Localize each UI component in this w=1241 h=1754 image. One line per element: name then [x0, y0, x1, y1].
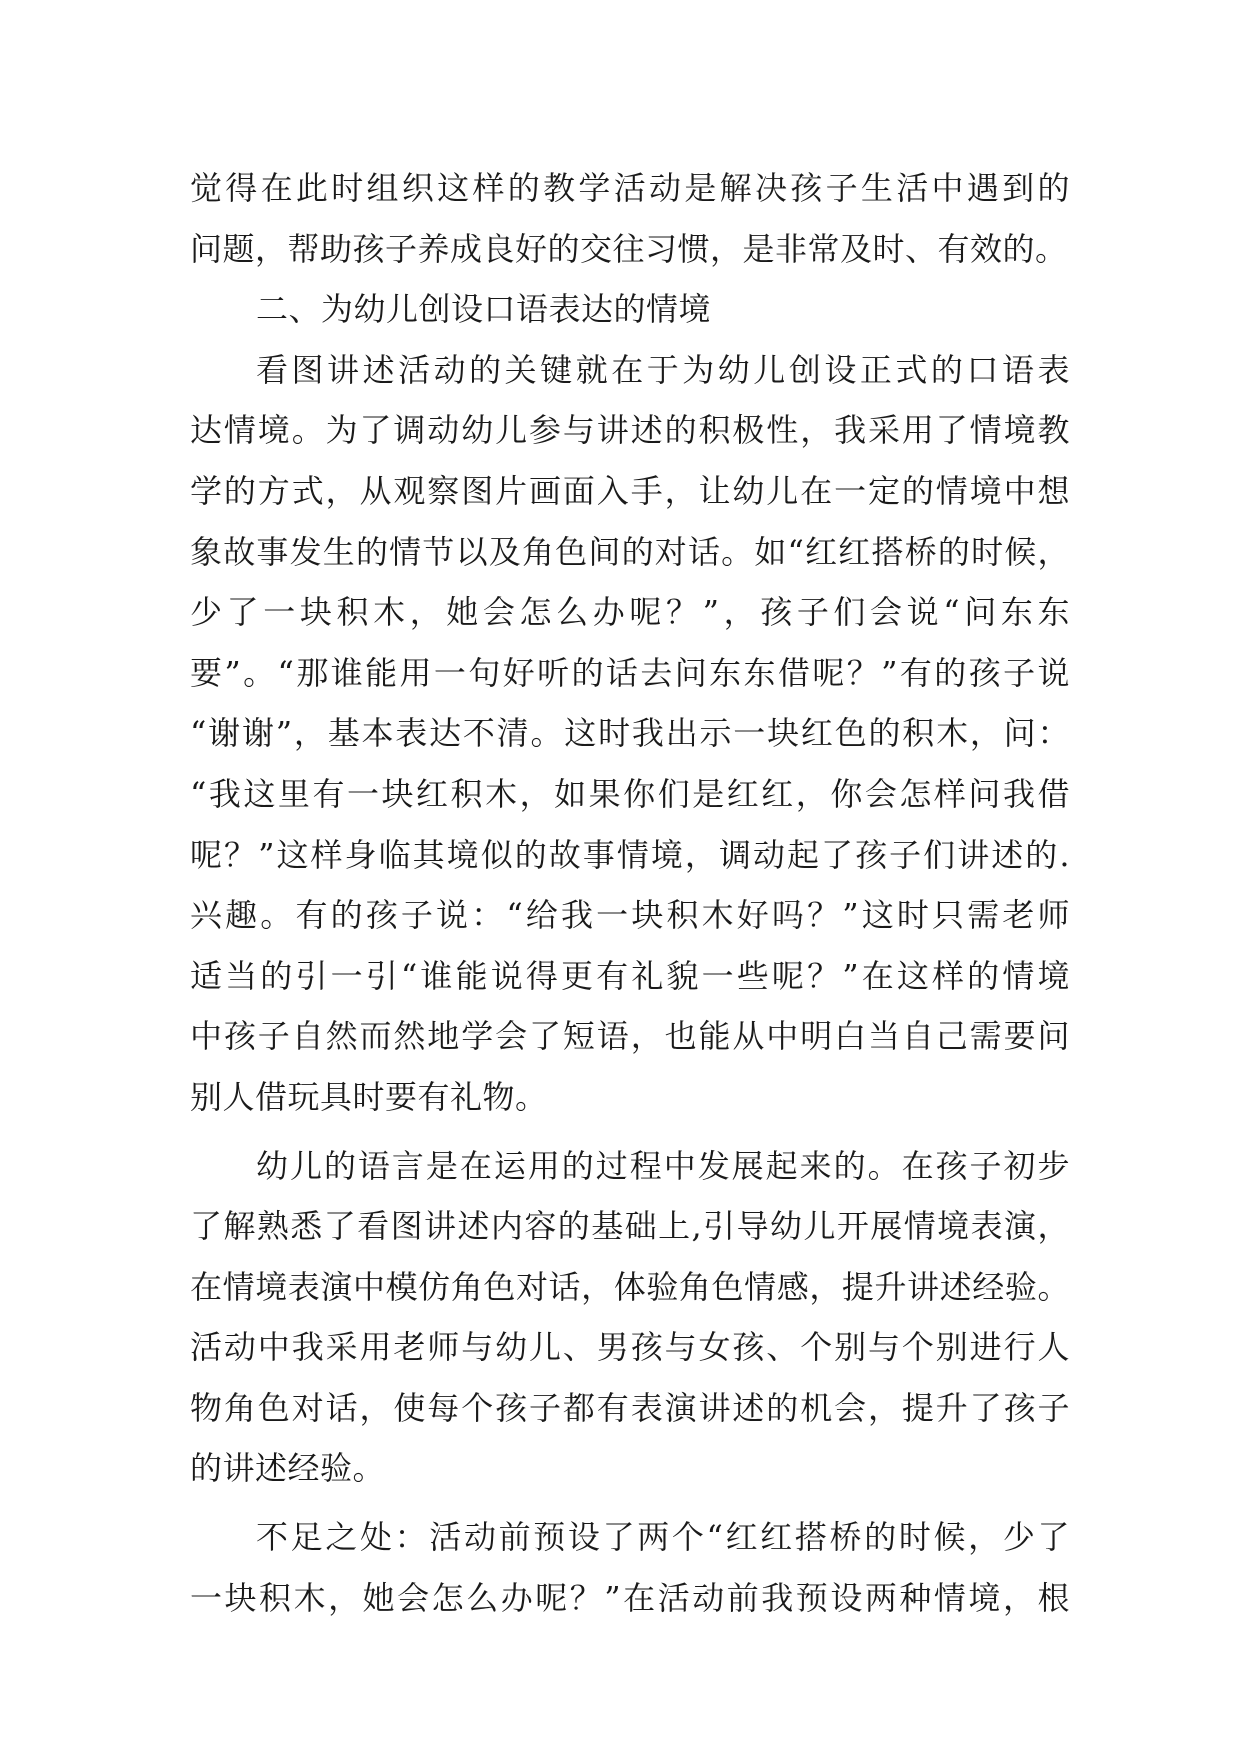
text-line: 幼儿的语言是在运用的过程中发展起来的。在孩子初步 [256, 1146, 1070, 1185]
section-heading: 二、为幼儿创设口语表达的情境 [256, 290, 712, 329]
text-line: “我这里有一块红积木，如果你们是红红，你会怎样问我借 [190, 774, 1070, 813]
text-line: 象故事发生的情节以及角色间的对话。如“红红搭桥的时候， [190, 532, 1070, 571]
text-line: 看图讲述活动的关键就在于为幼儿创设正式的口语表 [256, 350, 1070, 389]
text-line: 适当的引一引“谁能说得更有礼貌一些呢？”在这样的情境 [190, 956, 1070, 995]
text-line: 学的方式，从观察图片画面入手，让幼儿在一定的情境中想 [190, 471, 1070, 510]
text-line: 活动中我采用老师与幼儿、男孩与女孩、个别与个别进行人 [190, 1328, 1070, 1367]
text-line: “谢谢”，基本表达不清。这时我出示一块红色的积木，问： [190, 714, 1070, 753]
text-line: 要”。“那谁能用一句好听的话去问东东借呢？”有的孩子说 [190, 653, 1070, 692]
text-line: 兴趣。有的孩子说：“给我一块积木好吗？”这时只需老师 [190, 896, 1070, 935]
body-text [190, 158, 1070, 1628]
text-line: 物角色对话，使每个孩子都有表演讲述的机会，提升了孩子 [190, 1388, 1070, 1427]
text-line: 少了一块积木，她会怎么办呢？”，孩子们会说“问东东 [190, 593, 1070, 632]
text-line: 中孩子自然而然地学会了短语，也能从中明白当自己需要问 [190, 1017, 1070, 1056]
text-line: 了解熟悉了看图讲述内容的基础上,引导幼儿开展情境表演， [190, 1207, 1070, 1246]
text-line: 觉得在此时组织这样的教学活动是解决孩子生活中遇到的 [190, 169, 1070, 207]
text-line: 一块积木，她会怎么办呢？”在活动前我预设两种情境，根 [190, 1578, 1070, 1617]
text-line: 不足之处：活动前预设了两个“红红搭桥的时候，少了 [256, 1518, 1070, 1557]
text-line: 问题，帮助孩子养成良好的交往习惯，是非常及时、有效的。 [190, 229, 1068, 268]
text-line: 别人借玩具时要有礼物。 [190, 1077, 548, 1116]
text-line: 在情境表演中模仿角色对话，体验角色情感，提升讲述经验。 [190, 1267, 1070, 1306]
text-line: 达情境。为了调动幼儿参与讲述的积极性，我采用了情境教 [190, 411, 1070, 450]
text-line: 的讲述经验。 [190, 1449, 386, 1488]
text-line: 呢？”这样身临其境似的故事情境，调动起了孩子们讲述的. [190, 835, 1070, 874]
